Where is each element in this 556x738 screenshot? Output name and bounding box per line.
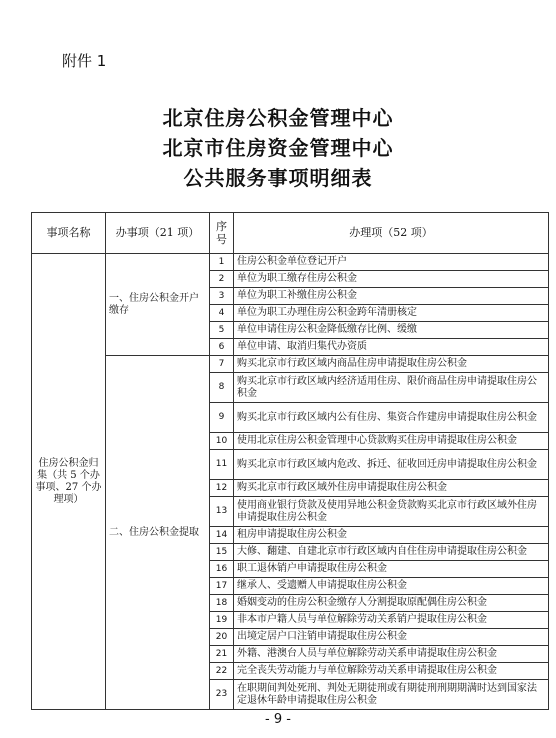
header-handling: 办理项（52 项） — [234, 213, 549, 254]
row-text: 出境定居户口注销申请提取住房公积金 — [234, 629, 549, 646]
row-text: 使用北京住房公积金管理中心贷款购买住房申请提取住房公积金 — [234, 433, 549, 450]
header-seq: 序号 — [210, 213, 234, 254]
row-text: 购买北京市行政区域内公有住房、集资合作建房申请提取住房公积金 — [234, 403, 549, 433]
row-text: 单位为职工办理住房公积金跨年清册核定 — [234, 305, 549, 322]
row-text: 单位申请、取消归集代办资质 — [234, 339, 549, 356]
table-row — [32, 254, 549, 271]
row-text: 单位为职工缴存住房公积金 — [234, 271, 549, 288]
row-text: 外籍、港澳台人员与单位解除劳动关系申请提取住房公积金 — [234, 646, 549, 663]
row-number: 11 — [210, 450, 234, 480]
row-text: 购买北京市行政区域外住房申请提取住房公积金 — [234, 480, 549, 497]
row-number: 22 — [210, 663, 234, 680]
services-table — [31, 212, 549, 710]
row-number: 20 — [210, 629, 234, 646]
group-cell-withdrawal: 二、住房公积金提取 — [106, 356, 210, 710]
row-number: 9 — [210, 403, 234, 433]
row-text: 租房申请提取住房公积金 — [234, 527, 549, 544]
row-text: 购买北京市行政区域内危改、拆迁、征收回迁房申请提取住房公积金 — [234, 450, 549, 480]
row-number: 16 — [210, 561, 234, 578]
row-number: 10 — [210, 433, 234, 450]
row-text: 大修、翻建、自建北京市行政区域内自住住房申请提取住房公积金 — [234, 544, 549, 561]
row-number: 21 — [210, 646, 234, 663]
table-row — [32, 356, 549, 373]
row-text: 继承人、受遗赠人申请提取住房公积金 — [234, 578, 549, 595]
row-number: 3 — [210, 288, 234, 305]
page-number: - 9 - — [265, 712, 291, 727]
row-text: 购买北京市行政区域内经济适用住房、限价商品住房申请提取住房公积金 — [234, 373, 549, 403]
row-number: 15 — [210, 544, 234, 561]
title-line-3: 公共服务事项明细表 — [183, 166, 373, 190]
row-text: 使用商业银行贷款及使用异地公积金贷款购买北京市行政区域外住房申请提取住房公积金 — [234, 497, 549, 527]
row-number: 7 — [210, 356, 234, 373]
row-number: 18 — [210, 595, 234, 612]
row-number: 4 — [210, 305, 234, 322]
row-text: 婚姻变动的住房公积金缴存人分割提取原配偶住房公积金 — [234, 595, 549, 612]
attachment-label: 附件 1 — [62, 52, 107, 70]
row-text: 职工退休销户申请提取住房公积金 — [234, 561, 549, 578]
row-text: 购买北京市行政区域内商品住房申请提取住房公积金 — [234, 356, 549, 373]
row-number: 17 — [210, 578, 234, 595]
table-header-row — [32, 213, 549, 254]
row-number: 6 — [210, 339, 234, 356]
row-text: 单位申请住房公积金降低缴存比例、缓缴 — [234, 322, 549, 339]
row-number: 2 — [210, 271, 234, 288]
row-number: 14 — [210, 527, 234, 544]
row-text: 单位为职工补缴住房公积金 — [234, 288, 549, 305]
title-line-1: 北京住房公积金管理中心 — [162, 106, 394, 130]
row-number: 19 — [210, 612, 234, 629]
row-text: 完全丧失劳动能力与单位解除劳动关系申请提取住房公积金 — [234, 663, 549, 680]
row-number: 13 — [210, 497, 234, 527]
header-service: 办事项（21 项） — [106, 213, 210, 254]
row-number: 1 — [210, 254, 234, 271]
row-text: 住房公积金单位登记开户 — [234, 254, 549, 271]
category-cell: 住房公积金归集（共 5 个办事项、27 个办理项） — [32, 254, 106, 710]
group-cell-deposit: 一、住房公积金开户缴存 — [106, 254, 210, 356]
row-text: 在职期间判处死刑、判处无期徒刑或有期徒刑刑期期满时达到国家法定退休年龄申请提取住房公积金 — [234, 680, 549, 710]
title-line-2: 北京市住房资金管理中心 — [162, 136, 394, 160]
row-number: 5 — [210, 322, 234, 339]
row-number: 8 — [210, 373, 234, 403]
row-number: 23 — [210, 680, 234, 710]
row-text: 非本市户籍人员与单位解除劳动关系销户提取住房公积金 — [234, 612, 549, 629]
row-number: 12 — [210, 480, 234, 497]
header-item-name: 事项名称 — [32, 213, 106, 254]
